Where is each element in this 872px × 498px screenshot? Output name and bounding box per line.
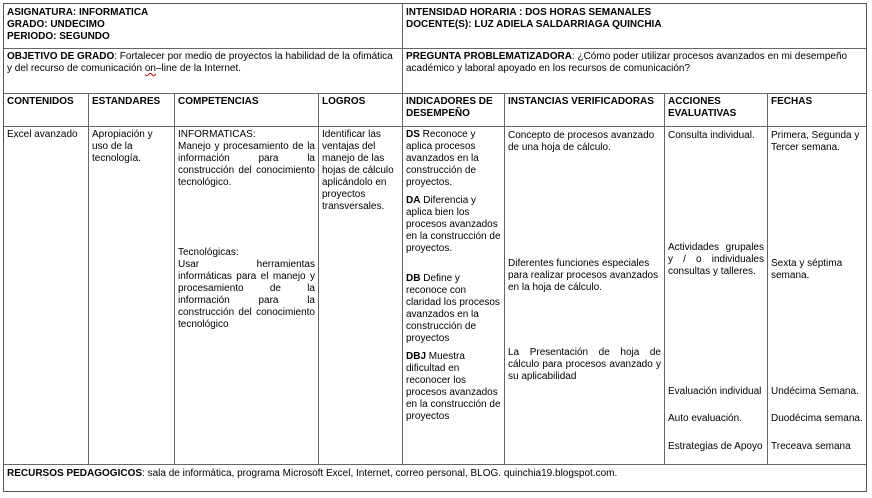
pregunta-problematizadora — [403, 50, 866, 93]
cell-acciones — [665, 128, 767, 464]
objetivo-text: : Fortalecer por medio de proyectos la habilidad de la ofimática y del recurso de comunicación — [7, 51, 393, 74]
accion-item: Estrategias de Apoyo — [668, 441, 763, 452]
recursos-text: : sala de informática, programa Microsoft Excel, Internet, correo personal, BLOG. quinchia19.blogspot.com. — [142, 468, 618, 479]
periodo: PERIODO: SEGUNDO — [7, 31, 110, 42]
col-header-acciones: ACCIONES EVALUATIVAS — [668, 96, 737, 119]
indicador-code: DS — [406, 129, 420, 140]
col-header-estandares: ESTANDARES — [92, 96, 161, 107]
accion-item: Evaluación individual — [668, 386, 762, 397]
fecha-item: Undécima Semana. — [771, 386, 859, 397]
accion-item: Consulta individual. — [668, 130, 755, 141]
indicador-text: Muestra dificultad en reconocer los procesos avanzados en la construcción de proyectos — [406, 351, 501, 422]
fecha-item: Duodécima semana. — [771, 413, 863, 424]
objetivo-de-grado — [4, 50, 402, 93]
fecha-item: Treceava semana — [771, 441, 851, 452]
recursos-label: RECURSOS PEDAGOGICOS — [7, 468, 143, 479]
accion-item: Auto evaluación. — [668, 413, 742, 424]
indicador-item — [406, 195, 501, 273]
recursos-pedagogicos — [4, 467, 866, 491]
cell-estandar: Apropiación y uso de la tecnología. — [92, 129, 153, 164]
grado: GRADO: UNDECIMO — [7, 19, 105, 30]
row-divider — [4, 93, 866, 94]
indicador-item — [406, 351, 501, 423]
indicador-text: Define y reconoce con claridad los procesos avanzados en la construcción de proyectos — [406, 273, 500, 344]
cell-competencias — [175, 128, 318, 464]
pregunta-text: : ¿Cómo poder utilizar procesos avanzados en mi desempeño académico y laboral apoyado en los recursos de comunicación? — [406, 51, 848, 74]
cell-instancias — [505, 128, 664, 464]
row-divider — [4, 48, 866, 49]
asignatura: ASIGNATURA: INFORMATICA — [7, 7, 149, 18]
competencia-informaticas-text: Manejo y procesamiento de la información para la construcción del conocimiento tecnológico. — [178, 141, 315, 188]
col-header-competencias: COMPETENCIAS — [178, 96, 259, 107]
objetivo-label: OBJETIVO DE GRADO — [7, 51, 115, 62]
header-left — [4, 6, 402, 48]
indicador-code: DA — [406, 195, 421, 206]
instancia-item: Concepto de procesos avanzado de una hoja de cálculo. — [508, 130, 655, 153]
planning-table — [3, 3, 867, 492]
instancia-item: Diferentes funciones especiales para realizar procesos avanzados en la hoja de cálculo. — [508, 258, 659, 293]
col-header-contenidos: CONTENIDOS — [7, 96, 74, 107]
competencia-tecnologicas-title: Tecnológicas: — [178, 247, 239, 258]
indicador-item — [406, 129, 501, 195]
indicador-text: Diferencia y aplica bien los procesos avanzados en la construcción de proyectos. — [406, 195, 501, 254]
header-right — [403, 6, 866, 48]
fecha-item: Sexta y séptima semana. — [771, 258, 843, 281]
pregunta-label: PREGUNTA PROBLEMATIZADORA — [406, 51, 572, 62]
accion-item: Actividades grupales y / o individuales consultas y talleres. — [668, 242, 764, 277]
competencia-tecnologicas-text: Usar herramientas informáticas para el manejo y procesamiento de la información para la construcción del conocimiento tecnológico — [178, 259, 315, 330]
intensidad-horaria: INTENSIDAD HORARIA : DOS HORAS SEMANALES — [406, 7, 652, 18]
cell-contenido: Excel avanzado — [7, 129, 78, 140]
col-header-instancias: INSTANCIAS VERIFICADORAS — [508, 96, 654, 107]
objetivo-text-end: –line de la Internet. — [155, 63, 242, 74]
instancia-item: La Presentación de hoja de cálculo para procesos avanzado y su aplicabilidad — [508, 347, 661, 382]
row-divider — [4, 464, 866, 465]
indicador-code: DB — [406, 273, 421, 284]
row-divider — [4, 126, 866, 127]
fecha-item: Primera, Segunda y Tercer semana. — [771, 130, 860, 153]
docente: DOCENTE(S): LUZ ADIELA SALDARRIAGA QUINCHIA — [406, 19, 662, 30]
objetivo-text-underlined: on — [144, 63, 156, 74]
col-header-logros: LOGROS — [322, 96, 366, 107]
indicador-text: Reconoce y aplica procesos avanzados en la construcción de proyectos. — [406, 129, 479, 188]
competencia-informaticas-title: INFORMATICAS: — [178, 129, 256, 140]
cell-fechas — [768, 128, 866, 464]
cell-logro: Identificar las ventajas del manejo de las hojas de cálculo aplicándolo en proyectos transversales. — [322, 129, 394, 212]
cell-indicadores — [403, 128, 504, 464]
col-header-indicadores: INDICADORES DE DESEMPEÑO — [406, 96, 493, 119]
indicador-item — [406, 273, 501, 351]
indicador-code: DBJ — [406, 351, 427, 362]
col-header-fechas: FECHAS — [771, 96, 813, 107]
